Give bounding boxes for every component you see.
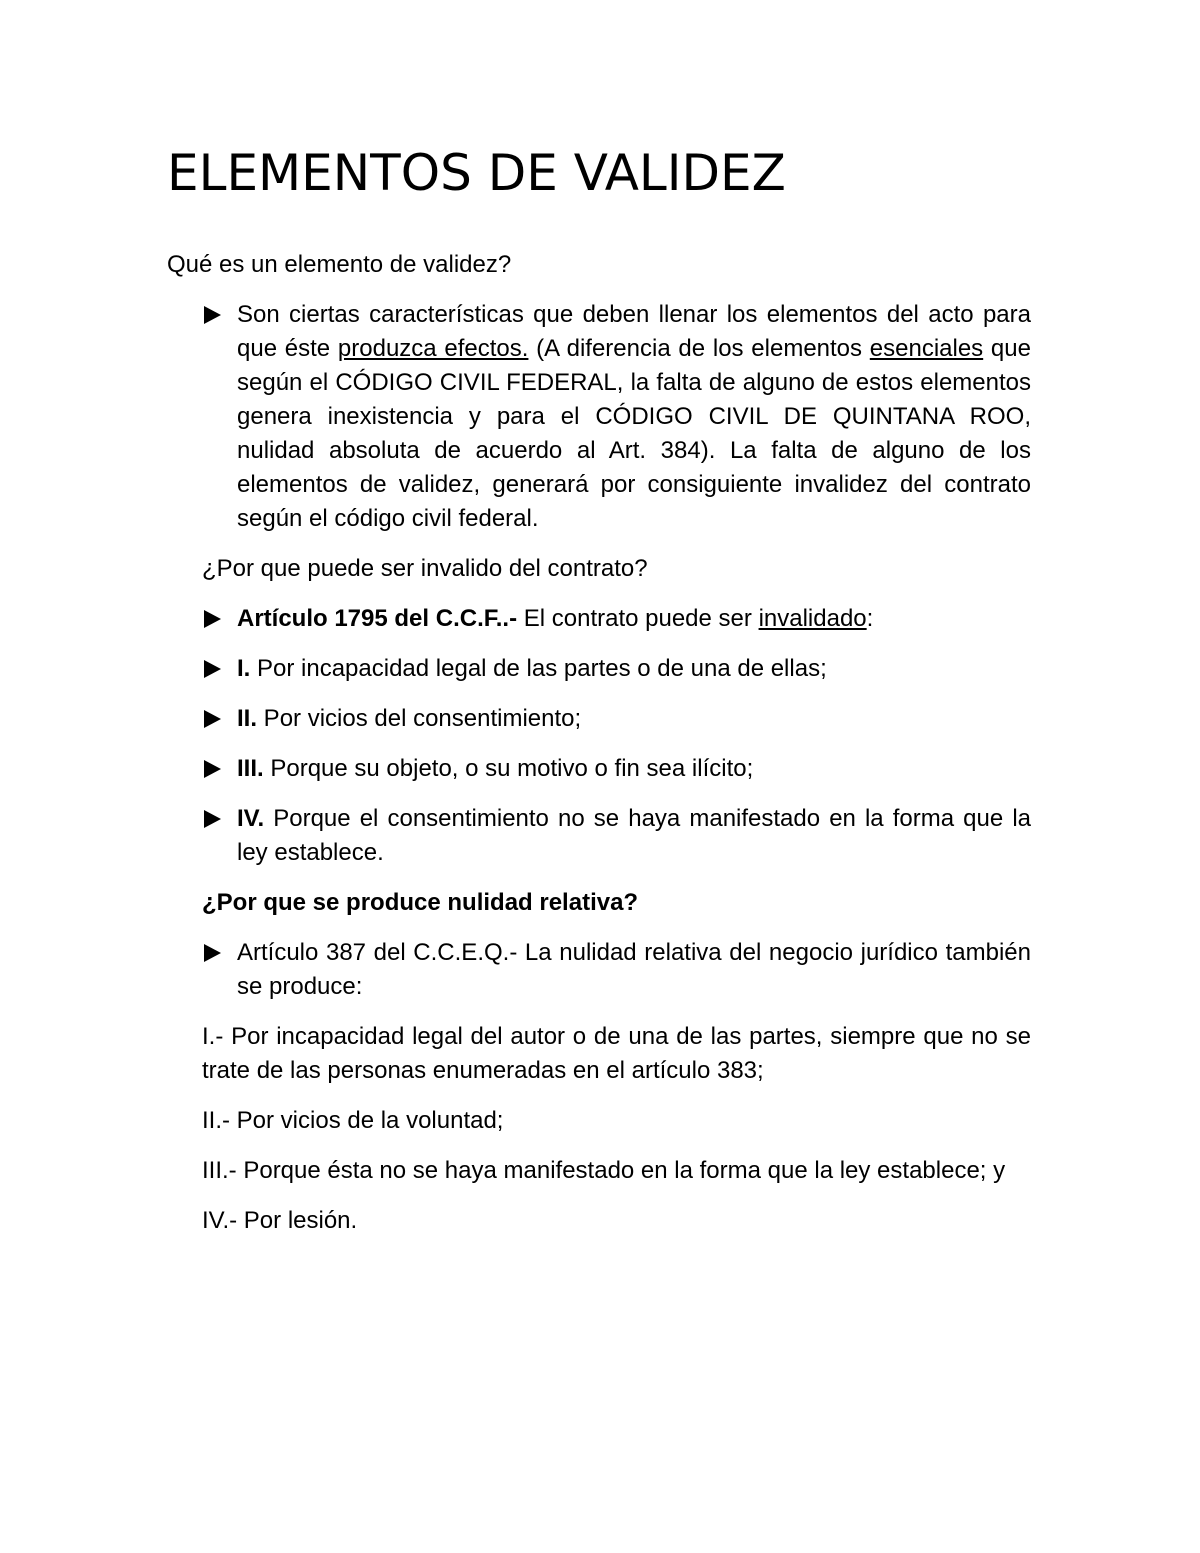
ccf-item-text: Por incapacidad legal de las partes o de una de ellas;	[250, 655, 827, 682]
ccf-item-text: Porque su objeto, o su motivo o fin sea ilícito;	[263, 755, 754, 782]
cceq-item-1: I.- Por incapacidad legal del autor o de una de las partes, siempre que no se trate de las personas enumeradas en el artículo 383;	[202, 1023, 1031, 1084]
bullet-definition	[167, 298, 1031, 536]
article-1795-underline: invalidado	[758, 605, 867, 632]
definition-underline-1: produzca efectos.	[337, 335, 529, 362]
question-3	[202, 886, 1031, 920]
cceq-item-4: IV.- Por lesión.	[202, 1207, 358, 1234]
ccf-item-text: Por vicios del consentimiento;	[257, 705, 582, 732]
bullet-article-1795	[167, 602, 1031, 636]
arrow-bullet-icon	[204, 298, 221, 332]
arrow-bullet-icon	[204, 702, 221, 736]
article-1795-end: :	[866, 605, 874, 632]
ccf-item-number: IV.	[237, 805, 265, 832]
bullet-ccf-item-3	[167, 752, 1031, 786]
article-1795-text: El contrato puede ser	[517, 605, 759, 632]
ccf-item-number: II.	[237, 705, 258, 732]
bullet-ccf-item-1	[167, 652, 1031, 686]
arrow-bullet-icon	[204, 602, 221, 636]
bullet-ccf-item-4	[167, 802, 1031, 870]
definition-text-3: que según el CÓDIGO CIVIL FEDERAL, la falta de alguno de estos elementos genera inexistencia y para el CÓDIGO CIVIL DE QUINTANA ROO, nulidad absoluta de acuerdo al Art. 384). La falta de alguno de los elementos de validez, generará por consiguiente invalidez del contrato según el código civil federal.	[237, 335, 1031, 532]
question-1: Qué es un elemento de validez?	[167, 251, 512, 278]
article-387-text: Artículo 387 del C.C.E.Q.- La nulidad relativa del negocio jurídico también se produce:	[237, 939, 1031, 1000]
definition-text-1: Son ciertas características que deben llenar los elementos del acto para que éste	[237, 301, 1031, 362]
arrow-bullet-icon	[204, 652, 221, 686]
cceq-item-3: III.- Porque ésta no se haya manifestado en la forma que la ley establece; y	[202, 1157, 1006, 1184]
question-3-text: ¿Por que se produce nulidad relativa?	[202, 889, 639, 916]
bullet-ccf-item-2	[167, 702, 1031, 736]
document-page	[167, 138, 1031, 1254]
bullet-article-387	[167, 936, 1031, 1004]
ccf-item-number: III.	[237, 755, 264, 782]
cceq-item-2: II.- Por vicios de la voluntad;	[202, 1107, 504, 1134]
ccf-item-number: I.	[237, 655, 251, 682]
question-2: ¿Por que puede ser invalido del contrato?	[202, 555, 648, 582]
arrow-bullet-icon	[204, 936, 221, 970]
definition-underline-2: esenciales	[869, 335, 984, 362]
arrow-bullet-icon	[204, 752, 221, 786]
document-title: ELEMENTOS DE VALIDEZ	[167, 144, 786, 202]
article-1795-heading: Artículo 1795 del C.C.F..-	[237, 605, 518, 632]
ccf-item-text: Porque el consentimiento no se haya manifestado en la forma que la ley establece.	[237, 805, 1031, 866]
definition-text-2: (A diferencia de los elementos	[528, 335, 870, 362]
arrow-bullet-icon	[204, 802, 221, 836]
